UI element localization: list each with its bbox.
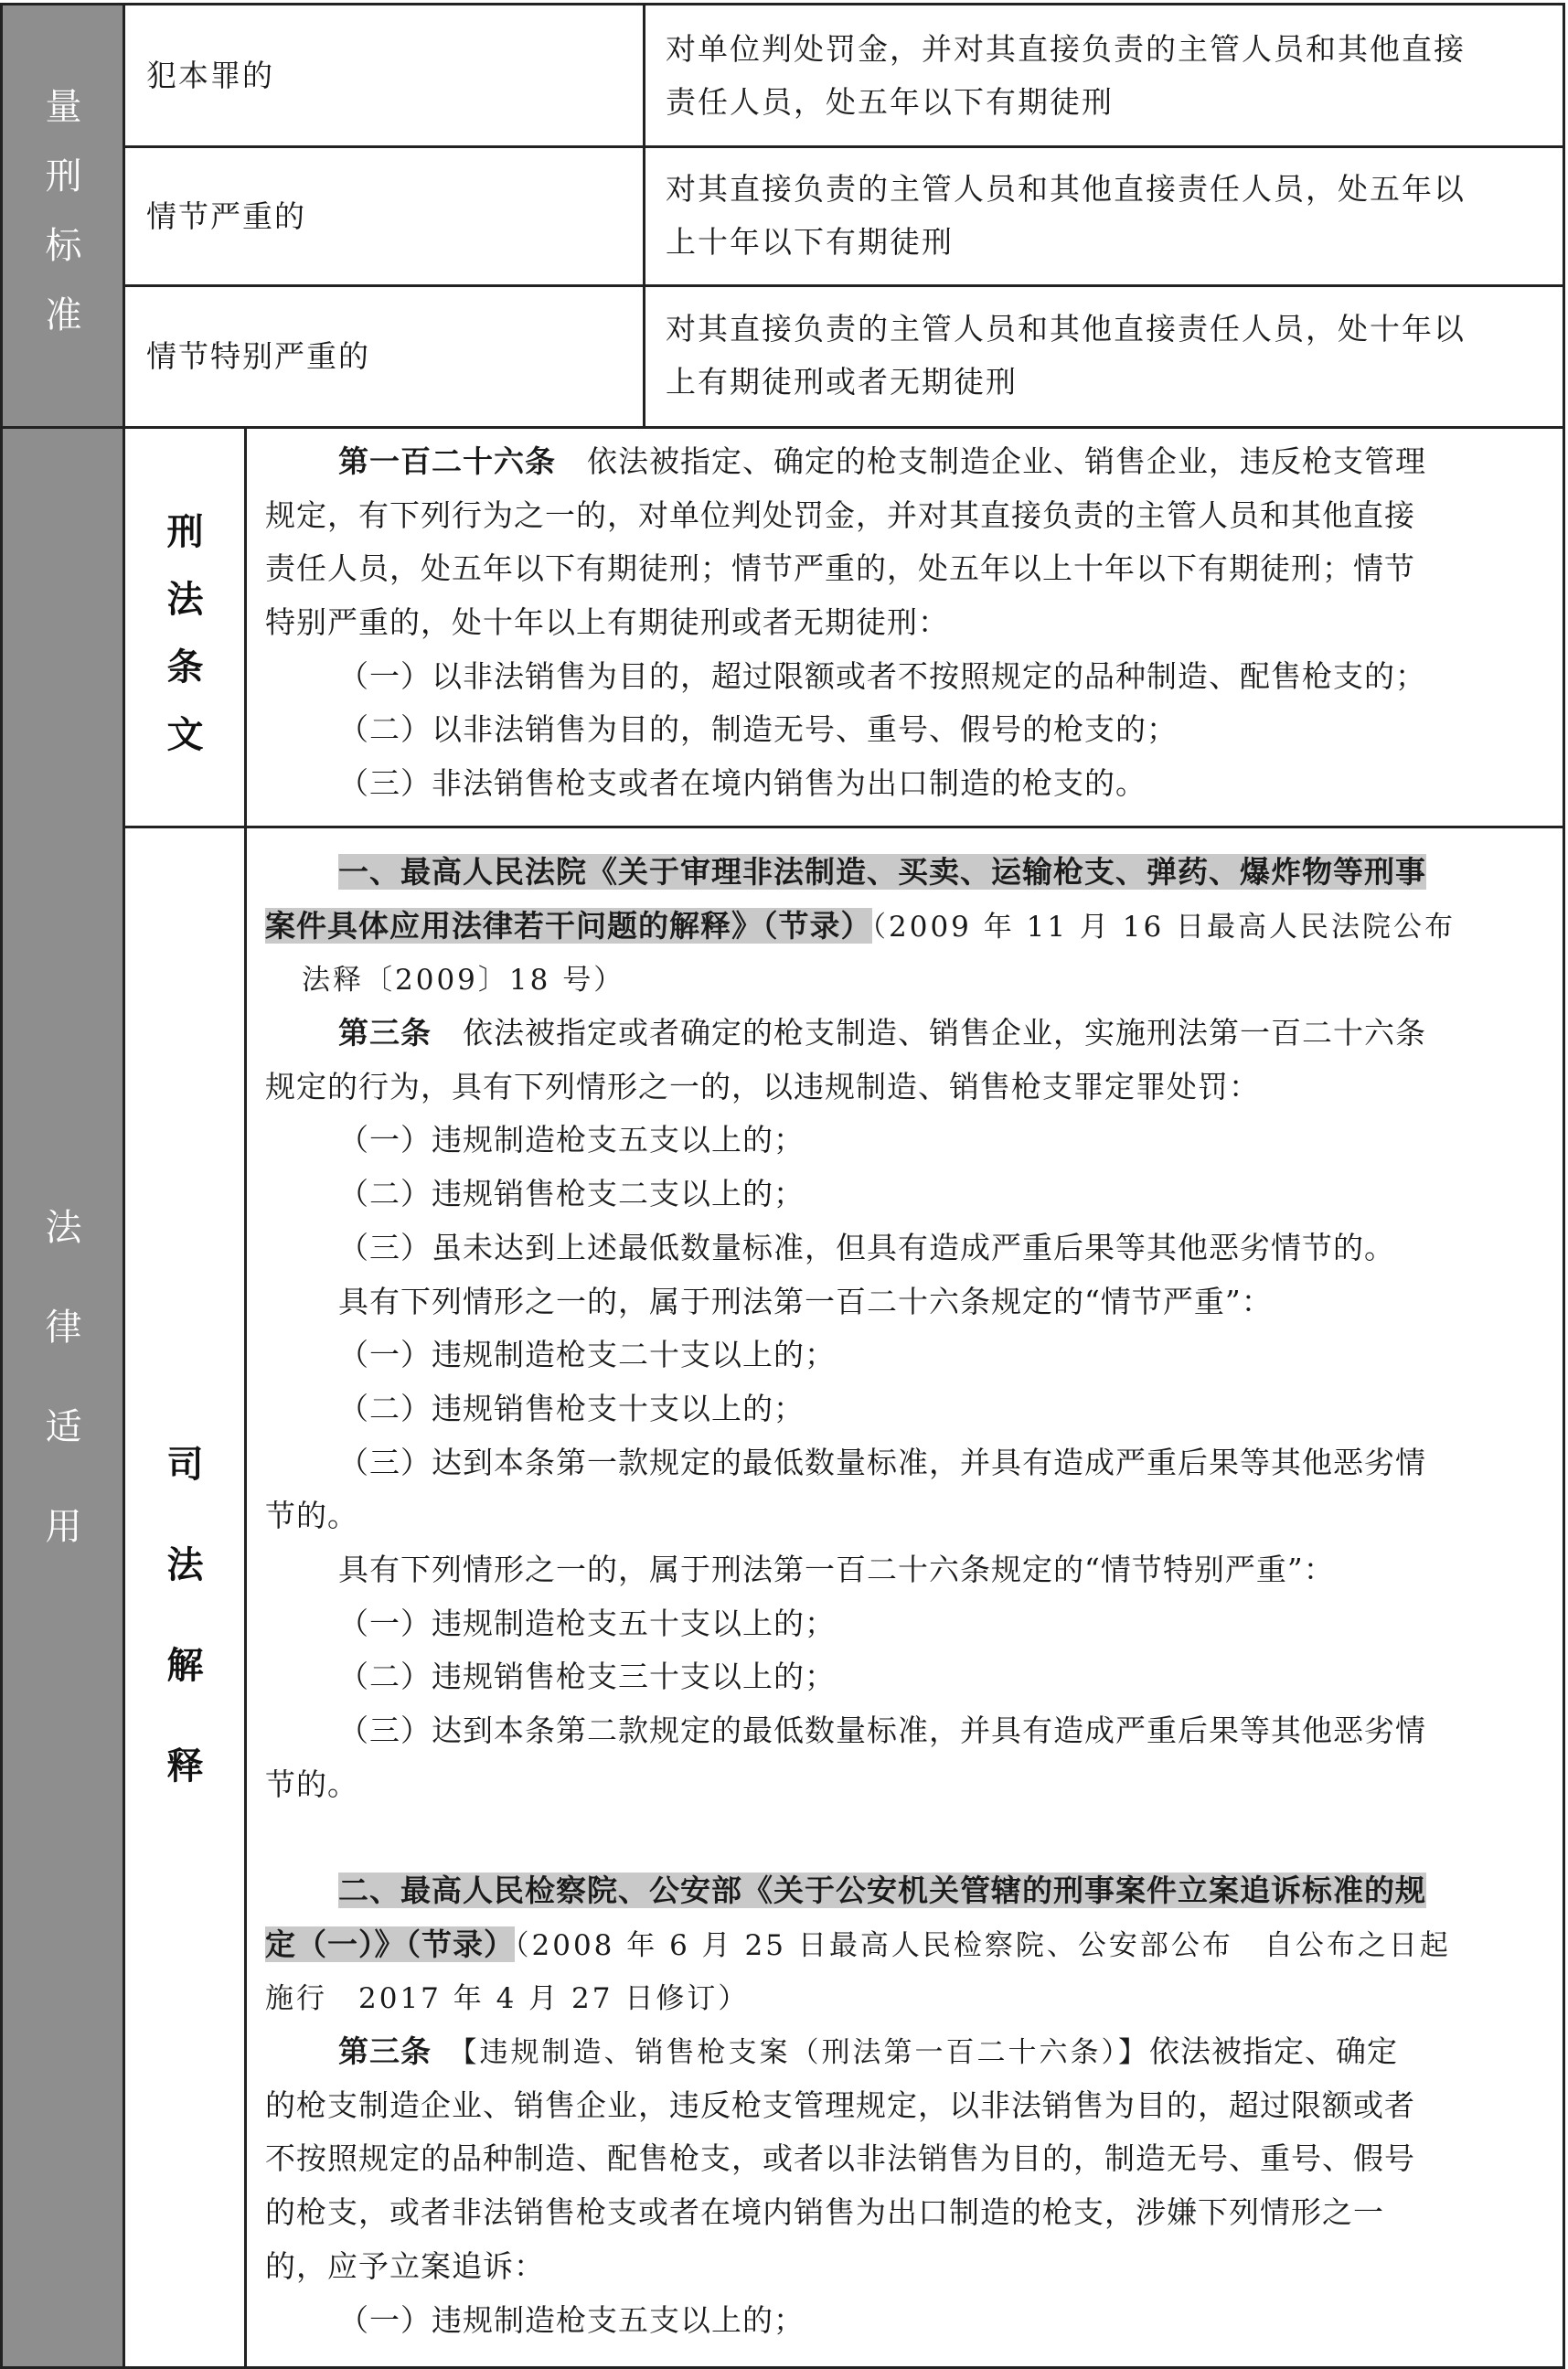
- sentencing-label-char: 准: [45, 294, 82, 336]
- law-application-label-cell: [3, 428, 124, 2369]
- row-divider: [124, 145, 1565, 148]
- article-text: 的枪支制造企业、销售企业，违反枪支管理规定，以非法销售为目的，超过限额或者: [265, 2086, 1415, 2123]
- article-item: （三）非法销售枪支或者在境内销售为出口制造的枪支的。: [338, 765, 1147, 802]
- law-application-label-char: 法: [45, 1207, 82, 1249]
- judicial-label-cell: [124, 827, 246, 2369]
- criminal-law-label-char: 条: [166, 646, 204, 688]
- article-item: （一）违规制造枪支五十支以上的；: [338, 1605, 836, 1641]
- article-item: （二）以非法销售为目的，制造无号、重号、假号的枪支的；: [338, 711, 1178, 748]
- article-item: （三）达到本条第二款规定的最低数量标准，并具有造成严重后果等其他恶劣情: [338, 1713, 1426, 1748]
- sentencing-label-char: 标: [45, 225, 82, 267]
- article-text: 规定，有下列行为之一的，对单位判处罚金，并对其直接负责的主管人员和其他直接: [265, 496, 1415, 533]
- article-item: （二）违规销售枪支二支以上的；: [338, 1176, 805, 1212]
- article-heading: 【违规制造、销售枪支案（刑法第一百二十六条）】: [463, 2036, 1149, 2070]
- penalty-line: 上有期徒刑或者无期徒刑: [666, 364, 1018, 400]
- article-text: 依法被指定、确定: [1149, 2033, 1398, 2070]
- table-border-right: [1563, 3, 1565, 2369]
- criminal-law-text: [265, 435, 1554, 811]
- criminal-law-label-char: 刑: [166, 511, 204, 553]
- penalty-line: 责任人员，处五年以下有期徒刑: [666, 84, 1114, 120]
- judicial-label-char: 释: [166, 1745, 204, 1787]
- sentencing-condition: 情节特别严重的: [146, 338, 370, 374]
- article-item: （三）达到本条第一款规定的最低数量标准，并具有造成严重后果等其他恶劣情: [338, 1444, 1426, 1480]
- section-divider: [0, 426, 1565, 429]
- law-application-label-char: 律: [45, 1307, 82, 1349]
- penalty-line: 对其直接负责的主管人员和其他直接责任人员，处十年以: [666, 311, 1466, 347]
- column-divider: [643, 3, 645, 428]
- section-source: （2008 年 6 月 25 日最高人民检察院、公安部公布 自公布之日起: [515, 1928, 1451, 1962]
- sentencing-penalty: [666, 23, 1466, 129]
- section-title: 二、最高人民检察院、公安部《关于公安机关管辖的刑事案件立案追诉标准的规: [338, 1873, 1426, 1908]
- judicial-label-char: 解: [166, 1645, 204, 1687]
- article-text: 的枪支，或者非法销售枪支或者在境内销售为出口制造的枪支，涉嫌下列情形之一: [265, 2194, 1384, 2231]
- judicial-section-1: [265, 846, 1554, 1811]
- sentencing-penalty: [666, 303, 1466, 409]
- sentencing-penalty: [666, 163, 1466, 269]
- section-title: 一、最高人民法院《关于审理非法制造、买卖、运输枪支、弹药、爆炸物等刑事: [338, 854, 1426, 890]
- article-text: 具有下列情形之一的，属于刑法第一百二十六条规定的“情节严重”：: [338, 1283, 1273, 1319]
- article-text: 依法被指定、确定的枪支制造企业、销售企业，违反枪支管理: [587, 443, 1426, 479]
- section-source: （2009 年 11 月 16 日最高人民法院公布: [871, 910, 1456, 944]
- criminal-law-label-cell: [124, 428, 246, 827]
- penalty-line: 对其直接负责的主管人员和其他直接责任人员，处五年以: [666, 171, 1466, 207]
- article-item: （二）违规销售枪支三十支以上的；: [338, 1659, 836, 1695]
- row-divider: [124, 284, 1565, 287]
- law-application-label-char: 用: [45, 1506, 82, 1548]
- section-source: 施行 2017 年 4 月 27 日修订）: [265, 1982, 750, 2016]
- article-item: （一）违规制造枪支五支以上的；: [338, 2301, 805, 2338]
- penalty-line: 对单位判处罚金，并对其直接负责的主管人员和其他直接: [666, 31, 1466, 67]
- table-border-left: [0, 3, 3, 2369]
- judicial-label-char: 法: [166, 1544, 204, 1586]
- article-text: 不按照规定的品种制造、配售枪支，或者以非法销售为目的，制造无号、重号、假号: [265, 2140, 1415, 2177]
- article-item: （三）虽未达到上述最低数量标准，但具有造成严重后果等其他恶劣情节的。: [338, 1229, 1395, 1265]
- criminal-law-label-char: 法: [166, 579, 204, 621]
- row-divider: [124, 826, 1565, 828]
- section-title: 定（一）》（节录）: [265, 1926, 515, 1962]
- article-text: 依法被指定或者确定的枪支制造、销售企业，实施刑法第一百二十六条: [463, 1015, 1426, 1051]
- sentencing-label-cell: [3, 3, 124, 428]
- sentencing-condition: 情节严重的: [146, 198, 306, 234]
- article-item: （一）违规制造枪支五支以上的；: [338, 1122, 805, 1158]
- article-item: 节的。: [265, 1766, 358, 1802]
- article-title: 第三条: [338, 1015, 432, 1051]
- article-text: 的，应予立案追诉：: [265, 2247, 545, 2284]
- penalty-line: 上十年以下有期徒刑: [666, 224, 954, 260]
- judicial-section-2: [265, 1864, 1554, 2347]
- section-title: 案件具体应用法律若干问题的解释》（节录）: [265, 907, 872, 944]
- article-item: （二）违规销售枪支十支以上的；: [338, 1390, 805, 1426]
- sentencing-label-char: 量: [45, 86, 82, 128]
- section-source: 法释〔2009〕18 号）: [302, 964, 625, 998]
- article-title: 第一百二十六条: [338, 443, 556, 479]
- article-item: （一）以非法销售为目的，超过限额或者不按照规定的品种制造、配售枪支的；: [338, 657, 1426, 694]
- article-item: 节的。: [265, 1498, 358, 1534]
- article-text: 规定的行为，具有下列情形之一的，以违规制造、销售枪支罪定罪处罚：: [265, 1068, 1260, 1104]
- sentencing-condition: 犯本罪的: [146, 58, 274, 93]
- column-divider: [244, 426, 247, 2369]
- article-text: 特别严重的，处十年以上有期徒刑或者无期徒刑：: [265, 604, 949, 641]
- article-text: 责任人员，处五年以下有期徒刑；情节严重的，处五年以上十年以下有期徒刑；情节: [265, 550, 1415, 587]
- law-application-label-char: 适: [45, 1406, 82, 1448]
- column-divider: [123, 3, 125, 2369]
- table-border-top: [0, 3, 1565, 5]
- article-title: 第三条: [338, 2033, 432, 2070]
- article-text: 具有下列情形之一的，属于刑法第一百二十六条规定的“情节特别严重”：: [338, 1551, 1335, 1587]
- article-item: （一）违规制造枪支二十支以上的；: [338, 1337, 836, 1373]
- sentencing-label-char: 刑: [45, 155, 82, 197]
- criminal-law-label-char: 文: [166, 714, 204, 756]
- judicial-label-char: 司: [166, 1444, 204, 1486]
